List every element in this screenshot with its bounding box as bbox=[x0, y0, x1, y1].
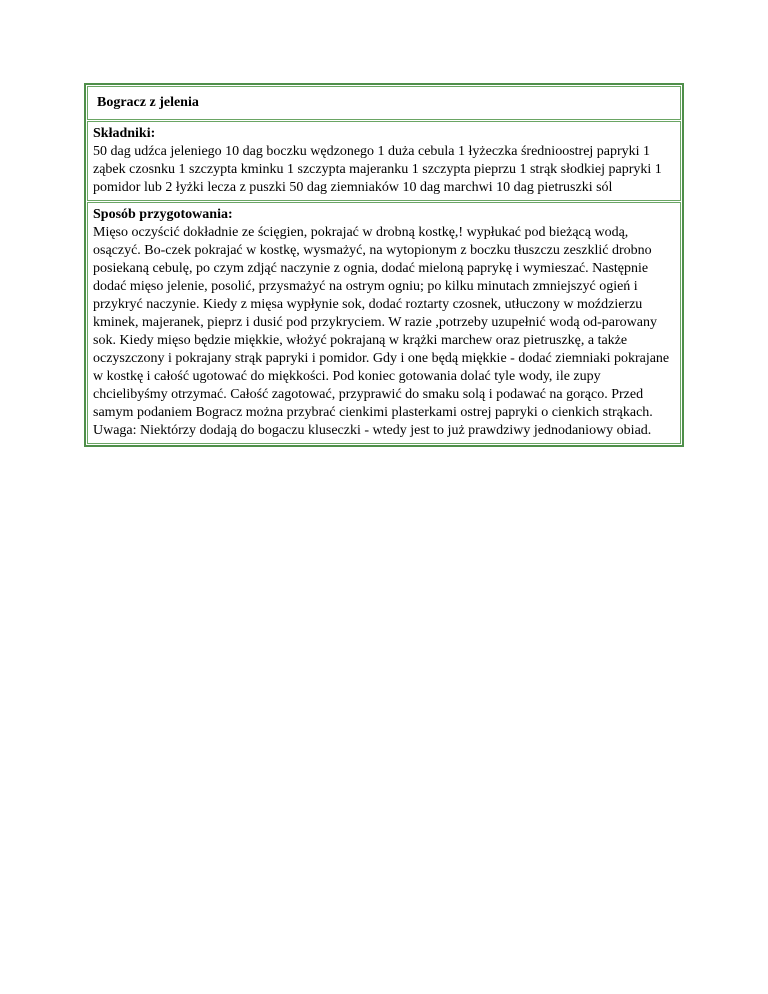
recipe-title-cell bbox=[87, 86, 681, 120]
preparation-heading: Sposób przygotowania: bbox=[93, 207, 233, 222]
preparation-cell bbox=[87, 202, 681, 444]
recipe-table bbox=[84, 83, 684, 447]
recipe-title: Bogracz z jelenia bbox=[97, 95, 199, 110]
ingredients-text: 50 dag udźca jeleniego 10 dag boczku wędzonego 1 duża cebula 1 łyżeczka średnioostrej papryki 1 ząbek czosnku 1 szczypta kminku 1 szczypta majeranku 1 szczypta pieprzu 1 strąk słodkiej papryki 1 pomidor lub 2 łyżki lecza z puszki 50 dag ziemniaków 10 dag marchwi 10 dag pietruszki sól bbox=[93, 144, 662, 195]
ingredients-cell bbox=[87, 121, 681, 201]
preparation-text: Mięso oczyścić dokładnie ze ścięgien, pokrajać w drobną kostkę,! wypłukać pod bieżącą wodą, osączyć. Bo-czek pokrajać w kostkę, wysmażyć, na wytopionym z boczku tłuszczu zeszklić drobno posiekaną cebulę, po czym zdjąć naczynie z ognia, dodać mieloną paprykę i wymieszać. Następnie dodać mięso jelenie, posolić, przysmażyć na ostrym ogniu; po kilku minutach zmniejszyć ogień i przykryć naczynie. Kiedy z mięsa wypłynie sok, dodać roztarty czosnek, utłuczony w moździerzu kminek, majeranek, pieprz i dusić pod przykryciem. W razie ,potrzeby uzupełnić wodą od-parowany sok. Kiedy mięso będzie miękkie, włożyć pokrajaną w krążki marchew oraz pietruszkę, a także oczyszczony i pokrajany strąk papryki i pomidor. Gdy i one będą miękkie - dodać ziemniaki pokrajane w kostkę i całość ugotować do miękkości. Pod koniec gotowania dolać tyle wody, ile zupy chcielibyśmy otrzymać. Całość zagotować, przyprawić do smaku solą i podawać na gorąco. Przed samym podaniem Bogracz można przybrać cienkimi plasterkami ostrej papryki o cienkich strąkach. Uwaga: Niektórzy dodają do bogaczu kluseczki - wtedy jest to już prawdziwy jednodaniowy obiad. bbox=[93, 225, 670, 438]
ingredients-heading: Składniki: bbox=[93, 126, 156, 141]
